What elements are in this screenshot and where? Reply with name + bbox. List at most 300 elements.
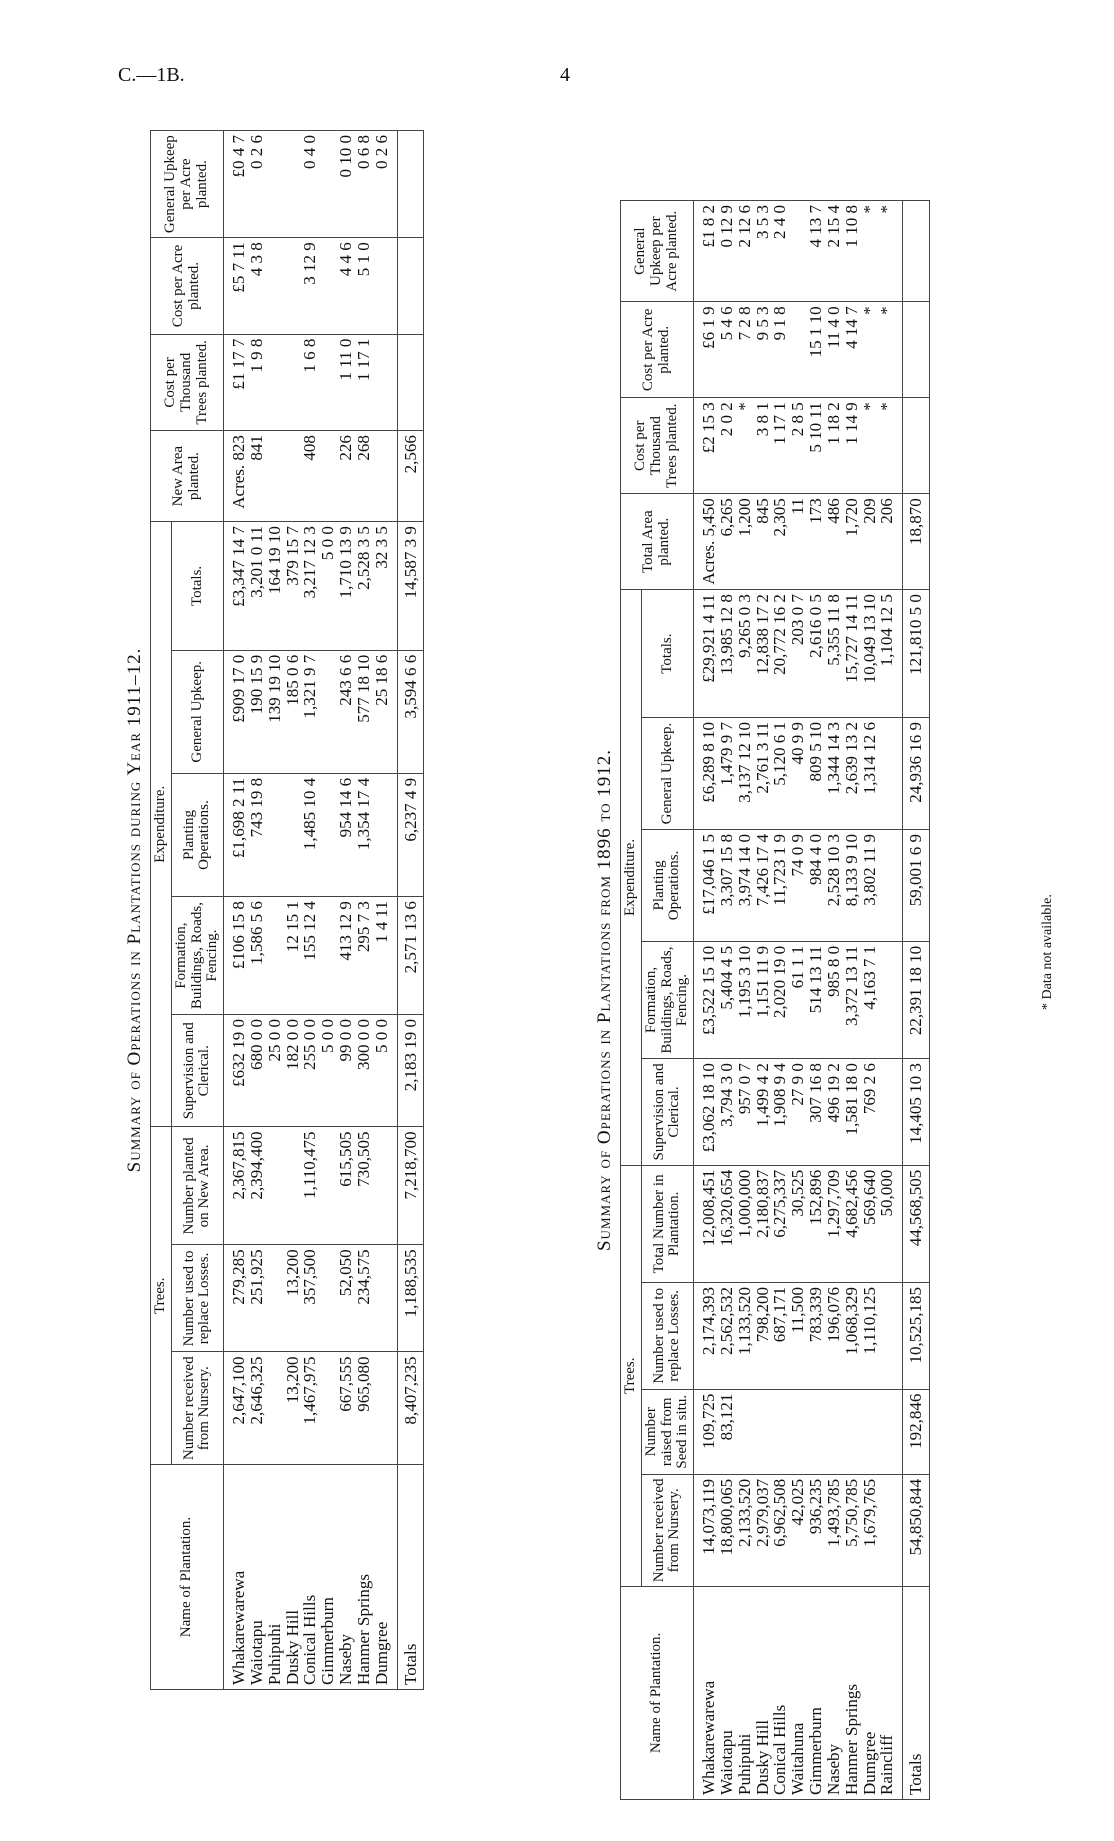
- table-cell: 14,073,119: [694, 1474, 718, 1586]
- table-cell: [319, 897, 337, 1015]
- table-cell: 307 16 8: [807, 1059, 825, 1166]
- table-cell: 15,727 14 11: [843, 590, 861, 718]
- table-1896-1912: [590, 200, 1060, 1800]
- totals-cell: 59,001 6 9: [903, 829, 930, 941]
- totals-cell: [903, 302, 930, 398]
- totals-cell: 14,405 10 3: [903, 1059, 930, 1166]
- table-cell: [789, 201, 807, 302]
- table-cell: Acres. 5,450: [694, 494, 718, 590]
- totals-cell: 14,587 3 9: [397, 522, 424, 651]
- table-row: [319, 131, 337, 1690]
- table-cell: [319, 431, 337, 522]
- table-cell: 2,133,520: [736, 1474, 754, 1586]
- table-cell: [266, 334, 284, 430]
- table-cell: 1,581 18 0: [843, 1059, 861, 1166]
- table-cell: 32 3 5: [373, 522, 397, 651]
- table-cell: 11 4 0: [825, 302, 843, 398]
- table-cell: 1,195 3 10: [736, 941, 754, 1058]
- table-cell: 3 12 9: [301, 238, 319, 334]
- table-cell: 18,800,065: [718, 1474, 736, 1586]
- plantation-name: Raincliff: [878, 1586, 902, 1799]
- table-cell: 2,616 0 5: [807, 590, 825, 718]
- table-cell: £3,522 15 10: [694, 941, 718, 1058]
- table-cell: 164 19 10: [266, 522, 284, 651]
- table-cell: 1,133,520: [736, 1283, 754, 1390]
- table-row: [284, 131, 302, 1690]
- table-cell: [373, 773, 397, 896]
- table-cell: £6,289 8 10: [694, 718, 718, 830]
- table-cell: 13,985 12 8: [718, 590, 736, 718]
- table-cell: *: [861, 398, 879, 494]
- table-row: [789, 201, 807, 1800]
- table-cell: 0 4 0: [301, 131, 319, 238]
- plantation-name: Waiotapu: [718, 1586, 736, 1799]
- table-cell: [754, 1389, 772, 1474]
- table-cell: 0 6 8: [355, 131, 373, 238]
- table-cell: 1,908 9 4: [771, 1059, 789, 1166]
- plantation-name: Gimmerburn: [319, 1465, 337, 1690]
- col-name: Name of Plantation.: [151, 1465, 224, 1690]
- table-cell: 196,076: [825, 1283, 843, 1390]
- table-cell: £632 19 0: [224, 1015, 248, 1128]
- table-cell: 15 1 10: [807, 302, 825, 398]
- table-cell: [878, 1389, 902, 1474]
- table-row: [248, 131, 266, 1690]
- table-row: [807, 201, 825, 1800]
- table-cell: 7,426 17 4: [754, 829, 772, 941]
- table-cell: [878, 1474, 902, 1586]
- totals-cell: [903, 201, 930, 302]
- table-cell: 667,555: [337, 1352, 355, 1465]
- table-cell: [319, 238, 337, 334]
- table-cell: £909 17 0: [224, 650, 248, 773]
- table-cell: 1,321 9 7: [301, 650, 319, 773]
- table-cell: [319, 1245, 337, 1352]
- table-cell: 8,133 9 10: [843, 829, 861, 941]
- table-cell: [825, 1389, 843, 1474]
- table-cell: 2,305: [771, 494, 789, 590]
- plantation-name: Conical Hills: [771, 1586, 789, 1799]
- col-cost-acre: Cost per Acre planted.: [621, 302, 694, 398]
- table-cell: 965,080: [355, 1352, 373, 1465]
- table-cell: 3,794 3 0: [718, 1059, 736, 1166]
- table-cell: 2,528 3 5: [355, 522, 373, 651]
- plantation-name: Dusky Hill: [284, 1465, 302, 1690]
- table-row: [861, 201, 879, 1800]
- plantation-name: Whakarewarewa: [694, 1586, 718, 1799]
- table-cell: 13,200: [284, 1245, 302, 1352]
- col-general-upkeep: General Upkeep.: [641, 718, 693, 830]
- table-cell: 50,000: [878, 1165, 902, 1282]
- col-supervision: Supervision and Clerical.: [641, 1059, 693, 1166]
- table-cell: 1,110,475: [301, 1127, 319, 1245]
- table-cell: 4 13 7: [807, 201, 825, 302]
- table-cell: 295 7 3: [355, 897, 373, 1015]
- table-cell: £1 17 7: [224, 334, 248, 430]
- table-cell: 5 1 0: [355, 238, 373, 334]
- col-totals: Totals.: [641, 590, 693, 718]
- table-cell: [284, 431, 302, 522]
- table-cell: [266, 431, 284, 522]
- col-received: Number received from Nursery.: [171, 1352, 223, 1465]
- table-row: [736, 201, 754, 1800]
- table-cell: 2,562,532: [718, 1283, 736, 1390]
- table-cell: 30,525: [789, 1165, 807, 1282]
- table-cell: [266, 1127, 284, 1245]
- table-cell: 3,372 13 11: [843, 941, 861, 1058]
- table-cell: 226: [337, 431, 355, 522]
- table-cell: 42,025: [789, 1474, 807, 1586]
- plantation-name: Whakarewarewa: [224, 1465, 248, 1690]
- table-cell: [266, 1245, 284, 1352]
- table-cell: 243 6 6: [337, 650, 355, 773]
- table-cell: 615,505: [337, 1127, 355, 1245]
- col-total-plantation: Total Number in Plantation.: [641, 1165, 693, 1282]
- table-cell: [284, 131, 302, 238]
- table-1911-12: [120, 130, 490, 1690]
- plantation-name: Naseby: [825, 1586, 843, 1799]
- table-cell: 0 10 0: [337, 131, 355, 238]
- table-cell: 5,355 11 8: [825, 590, 843, 718]
- table-cell: 255 0 0: [301, 1015, 319, 1128]
- table-cell: 0 2 6: [373, 131, 397, 238]
- table-cell: [373, 431, 397, 522]
- table-cell: 514 13 11: [807, 941, 825, 1058]
- table-cell: 2 0 2: [718, 398, 736, 494]
- table-cell: 13,200: [284, 1352, 302, 1465]
- table-cell: 1,679,765: [861, 1474, 879, 1586]
- table-cell: 1 14 9: [843, 398, 861, 494]
- table-cell: 1,344 14 3: [825, 718, 843, 830]
- table-cell: 4,682,456: [843, 1165, 861, 1282]
- table-cell: 12 15 1: [284, 897, 302, 1015]
- table-cell: [266, 773, 284, 896]
- col-supervision: Supervision and Clerical.: [171, 1015, 223, 1128]
- table-cell: [319, 1127, 337, 1245]
- table-cell: 152,896: [807, 1165, 825, 1282]
- table-cell: 1,104 12 5: [878, 590, 902, 718]
- table-cell: 680 0 0: [248, 1015, 266, 1128]
- table-cell: 1 6 8: [301, 334, 319, 430]
- totals-cell: [397, 238, 424, 334]
- table-cell: 1 18 2: [825, 398, 843, 494]
- page-header-code: C.—1B.: [118, 64, 185, 86]
- col-planting-ops: Planting Operations.: [171, 773, 223, 896]
- table-cell: 1,720: [843, 494, 861, 590]
- table-cell: 61 1 1: [789, 941, 807, 1058]
- table-cell: 12,838 17 2: [754, 590, 772, 718]
- totals-cell: 7,218,700: [397, 1127, 424, 1245]
- table-cell: 357,500: [301, 1245, 319, 1352]
- table-row: [224, 131, 248, 1690]
- table-row: [266, 131, 284, 1690]
- table-cell: 279,285: [224, 1245, 248, 1352]
- totals-cell: 44,568,505: [903, 1165, 930, 1282]
- table-row: [718, 201, 736, 1800]
- table-cell: 1,485 10 4: [301, 773, 319, 896]
- table-cell: 206: [878, 494, 902, 590]
- table-cell: *: [861, 302, 879, 398]
- table-1-grid: [150, 130, 424, 1690]
- table-cell: 496 19 2: [825, 1059, 843, 1166]
- totals-cell: 24,936 16 9: [903, 718, 930, 830]
- table-2-grid: [620, 200, 930, 1800]
- table-cell: £2 15 3: [694, 398, 718, 494]
- table-cell: 52,050: [337, 1245, 355, 1352]
- table-cell: 9 1 8: [771, 302, 789, 398]
- table-cell: £17,046 1 5: [694, 829, 718, 941]
- table-cell: 3 8 1: [754, 398, 772, 494]
- table-cell: £1,698 2 11: [224, 773, 248, 896]
- plantation-name: Waitahuna: [789, 1586, 807, 1799]
- table-cell: 0 2 6: [248, 131, 266, 238]
- table-cell: 984 4 0: [807, 829, 825, 941]
- table-cell: 408: [301, 431, 319, 522]
- col-cost-thousand: Cost per Thousand Trees planted.: [621, 398, 694, 494]
- col-replace: Number used to replace Losses.: [171, 1245, 223, 1352]
- totals-cell: 2,183 19 0: [397, 1015, 424, 1128]
- table-cell: [736, 1389, 754, 1474]
- table-1-title: Summary of Operations in Plantations during Year 1911–12.: [124, 647, 145, 1173]
- plantation-name: Puhipuhi: [266, 1465, 284, 1690]
- table-cell: 1,297,709: [825, 1165, 843, 1282]
- table-cell: *: [736, 398, 754, 494]
- table-cell: 182 0 0: [284, 1015, 302, 1128]
- table-row: [301, 131, 319, 1690]
- table-cell: 173: [807, 494, 825, 590]
- table-row: [878, 201, 902, 1800]
- table-cell: 5,404 4 5: [718, 941, 736, 1058]
- totals-cell: [397, 334, 424, 430]
- table-cell: 2 8 5: [789, 398, 807, 494]
- table-cell: 1,151 11 9: [754, 941, 772, 1058]
- plantation-name: Gimmerburn: [807, 1586, 825, 1799]
- totals-row: [903, 201, 930, 1800]
- table-cell: [878, 941, 902, 1058]
- table-2-title: Summary of Operations in Plantations from 1896 to 1912.: [594, 748, 615, 1252]
- table-cell: 5 4 6: [718, 302, 736, 398]
- table-cell: [878, 1059, 902, 1166]
- table-cell: £3,062 18 10: [694, 1059, 718, 1166]
- totals-cell: 3,594 6 6: [397, 650, 424, 773]
- table-cell: 1,314 12 6: [861, 718, 879, 830]
- table-cell: 1,710 13 9: [337, 522, 355, 651]
- col-upkeep-acre: General Upkeep per Acre planted.: [621, 201, 694, 302]
- table-cell: [266, 131, 284, 238]
- table-cell: [266, 897, 284, 1015]
- table-row: [373, 131, 397, 1690]
- table-cell: [284, 1127, 302, 1245]
- col-in-situ: Number raised from Seed in situ.: [641, 1389, 693, 1474]
- col-planted-new: Number planted on New Area.: [171, 1127, 223, 1245]
- table-cell: 2,761 3 11: [754, 718, 772, 830]
- table-cell: 2,394,400: [248, 1127, 266, 1245]
- table-cell: 203 0 7: [789, 590, 807, 718]
- table-cell: 2,647,100: [224, 1352, 248, 1465]
- table-cell: 5 10 11: [807, 398, 825, 494]
- table-cell: £106 15 8: [224, 897, 248, 1015]
- table-cell: 1,493,785: [825, 1474, 843, 1586]
- totals-cell: [903, 398, 930, 494]
- totals-cell: 1,188,535: [397, 1245, 424, 1352]
- table-cell: 1,467,975: [301, 1352, 319, 1465]
- plantation-name: Naseby: [337, 1465, 355, 1690]
- table-cell: *: [878, 398, 902, 494]
- plantation-name: Puhipuhi: [736, 1586, 754, 1799]
- table-cell: 5,750,785: [843, 1474, 861, 1586]
- table-cell: 1 17 1: [355, 334, 373, 430]
- table-cell: 5 0 0: [319, 522, 337, 651]
- col-replace: Number used to replace Losses.: [641, 1283, 693, 1390]
- table-cell: 413 12 9: [337, 897, 355, 1015]
- table-cell: *: [861, 201, 879, 302]
- table-cell: £5 7 11: [224, 238, 248, 334]
- page-number: 4: [560, 64, 570, 86]
- col-new-area: New Area planted.: [151, 431, 224, 522]
- table-cell: 1,499 4 2: [754, 1059, 772, 1166]
- totals-row: [397, 131, 424, 1690]
- table-cell: [373, 1352, 397, 1465]
- table-cell: 27 9 0: [789, 1059, 807, 1166]
- table-cell: £29,921 4 11: [694, 590, 718, 718]
- table-cell: 730,505: [355, 1127, 373, 1245]
- plantation-name: Dusky Hill: [754, 1586, 772, 1799]
- table-cell: [319, 131, 337, 238]
- table-cell: £3,347 14 7: [224, 522, 248, 651]
- col-formation: Formation, Buildings, Roads, Fencing.: [171, 897, 223, 1015]
- table-cell: [266, 1352, 284, 1465]
- table-cell: 1 9 8: [248, 334, 266, 430]
- table-cell: 20,772 16 2: [771, 590, 789, 718]
- table-cell: 2,528 10 3: [825, 829, 843, 941]
- table-cell: [319, 334, 337, 430]
- table-2-body: [694, 201, 930, 1800]
- plantation-name: Hanmer Springs: [355, 1465, 373, 1690]
- table-cell: [771, 1389, 789, 1474]
- table-cell: 3,201 0 11: [248, 522, 266, 651]
- table-cell: 155 12 4: [301, 897, 319, 1015]
- table-cell: [284, 334, 302, 430]
- table-cell: 985 8 0: [825, 941, 843, 1058]
- table-cell: [373, 1245, 397, 1352]
- table-cell: 40 9 9: [789, 718, 807, 830]
- table-cell: £6 1 9: [694, 302, 718, 398]
- plantation-name: Dumgree: [373, 1465, 397, 1690]
- table-cell: 957 0 7: [736, 1059, 754, 1166]
- table-cell: £1 8 2: [694, 201, 718, 302]
- table-cell: 7 2 8: [736, 302, 754, 398]
- table-row: [771, 201, 789, 1800]
- table-cell: 11,723 1 9: [771, 829, 789, 941]
- table-cell: [284, 773, 302, 896]
- table-cell: 268: [355, 431, 373, 522]
- table-cell: 300 0 0: [355, 1015, 373, 1128]
- table-cell: 3,137 12 10: [736, 718, 754, 830]
- totals-cell: [397, 131, 424, 238]
- table-cell: 783,339: [807, 1283, 825, 1390]
- table-cell: 11,500: [789, 1283, 807, 1390]
- col-cost-thousand: Cost per Thousand Trees planted.: [151, 334, 224, 430]
- table-cell: 9 5 3: [754, 302, 772, 398]
- footnote: * Data not available.: [1040, 894, 1055, 1010]
- table-cell: 2,639 13 2: [843, 718, 861, 830]
- table-cell: 1,000,000: [736, 1165, 754, 1282]
- group-expenditure: Expenditure.: [621, 590, 642, 1166]
- totals-label: Totals: [903, 1586, 930, 1799]
- table-cell: 954 14 6: [337, 773, 355, 896]
- table-cell: 1,068,329: [843, 1283, 861, 1390]
- table-cell: 2,174,393: [694, 1283, 718, 1390]
- col-general-upkeep: General Upkeep.: [171, 650, 223, 773]
- table-cell: 9,265 0 3: [736, 590, 754, 718]
- table-row: [843, 201, 861, 1800]
- table-row: [355, 131, 373, 1690]
- table-cell: 845: [754, 494, 772, 590]
- totals-cell: 22,391 18 10: [903, 941, 930, 1058]
- table-cell: 687,171: [771, 1283, 789, 1390]
- table-cell: 769 2 6: [861, 1059, 879, 1166]
- totals-cell: 2,571 13 6: [397, 897, 424, 1015]
- totals-cell: 54,850,844: [903, 1474, 930, 1586]
- table-row: [694, 201, 718, 1800]
- table-cell: [878, 829, 902, 941]
- table-cell: 486: [825, 494, 843, 590]
- table-cell: 4,163 7 1: [861, 941, 879, 1058]
- table-cell: 379 15 7: [284, 522, 302, 651]
- col-total-area: Total Area planted.: [621, 494, 694, 590]
- table-cell: 2,646,325: [248, 1352, 266, 1465]
- table-cell: [878, 718, 902, 830]
- table-cell: [373, 334, 397, 430]
- table-cell: 3,217 12 3: [301, 522, 319, 651]
- table-cell: 841: [248, 431, 266, 522]
- totals-cell: 8,407,235: [397, 1352, 424, 1465]
- table-cell: 4 3 8: [248, 238, 266, 334]
- totals-cell: 2,566: [397, 431, 424, 522]
- table-cell: Acres. 823: [224, 431, 248, 522]
- table-cell: *: [878, 201, 902, 302]
- group-trees: Trees.: [621, 1165, 642, 1586]
- table-cell: 3,802 11 9: [861, 829, 879, 941]
- col-cost-acre: Cost per Acre planted.: [151, 238, 224, 334]
- col-planting-ops: Planting Operations.: [641, 829, 693, 941]
- table-cell: 743 19 8: [248, 773, 266, 896]
- table-cell: 2 4 0: [771, 201, 789, 302]
- table-cell: 1,586 5 6: [248, 897, 266, 1015]
- table-cell: 74 0 9: [789, 829, 807, 941]
- totals-cell: 18,870: [903, 494, 930, 590]
- plantation-name: Waiotapu: [248, 1465, 266, 1690]
- table-cell: 3,974 14 0: [736, 829, 754, 941]
- table-cell: 1,200: [736, 494, 754, 590]
- table-cell: [807, 1389, 825, 1474]
- table-cell: *: [878, 302, 902, 398]
- col-totals: Totals.: [171, 522, 223, 651]
- table-cell: 5 0 0: [373, 1015, 397, 1128]
- table-cell: 1 17 1: [771, 398, 789, 494]
- table-cell: 12,008,451: [694, 1165, 718, 1282]
- table-cell: 569,640: [861, 1165, 879, 1282]
- table-cell: 251,925: [248, 1245, 266, 1352]
- col-upkeep-acre: General Upkeep per Acre planted.: [151, 131, 224, 238]
- totals-cell: 10,525,185: [903, 1283, 930, 1390]
- totals-cell: 192,846: [903, 1389, 930, 1474]
- table-cell: 1,110,125: [861, 1283, 879, 1390]
- totals-cell: 121,810 5 0: [903, 590, 930, 718]
- table-cell: 3 5 3: [754, 201, 772, 302]
- table-cell: [319, 773, 337, 896]
- table-cell: 1,479 9 7: [718, 718, 736, 830]
